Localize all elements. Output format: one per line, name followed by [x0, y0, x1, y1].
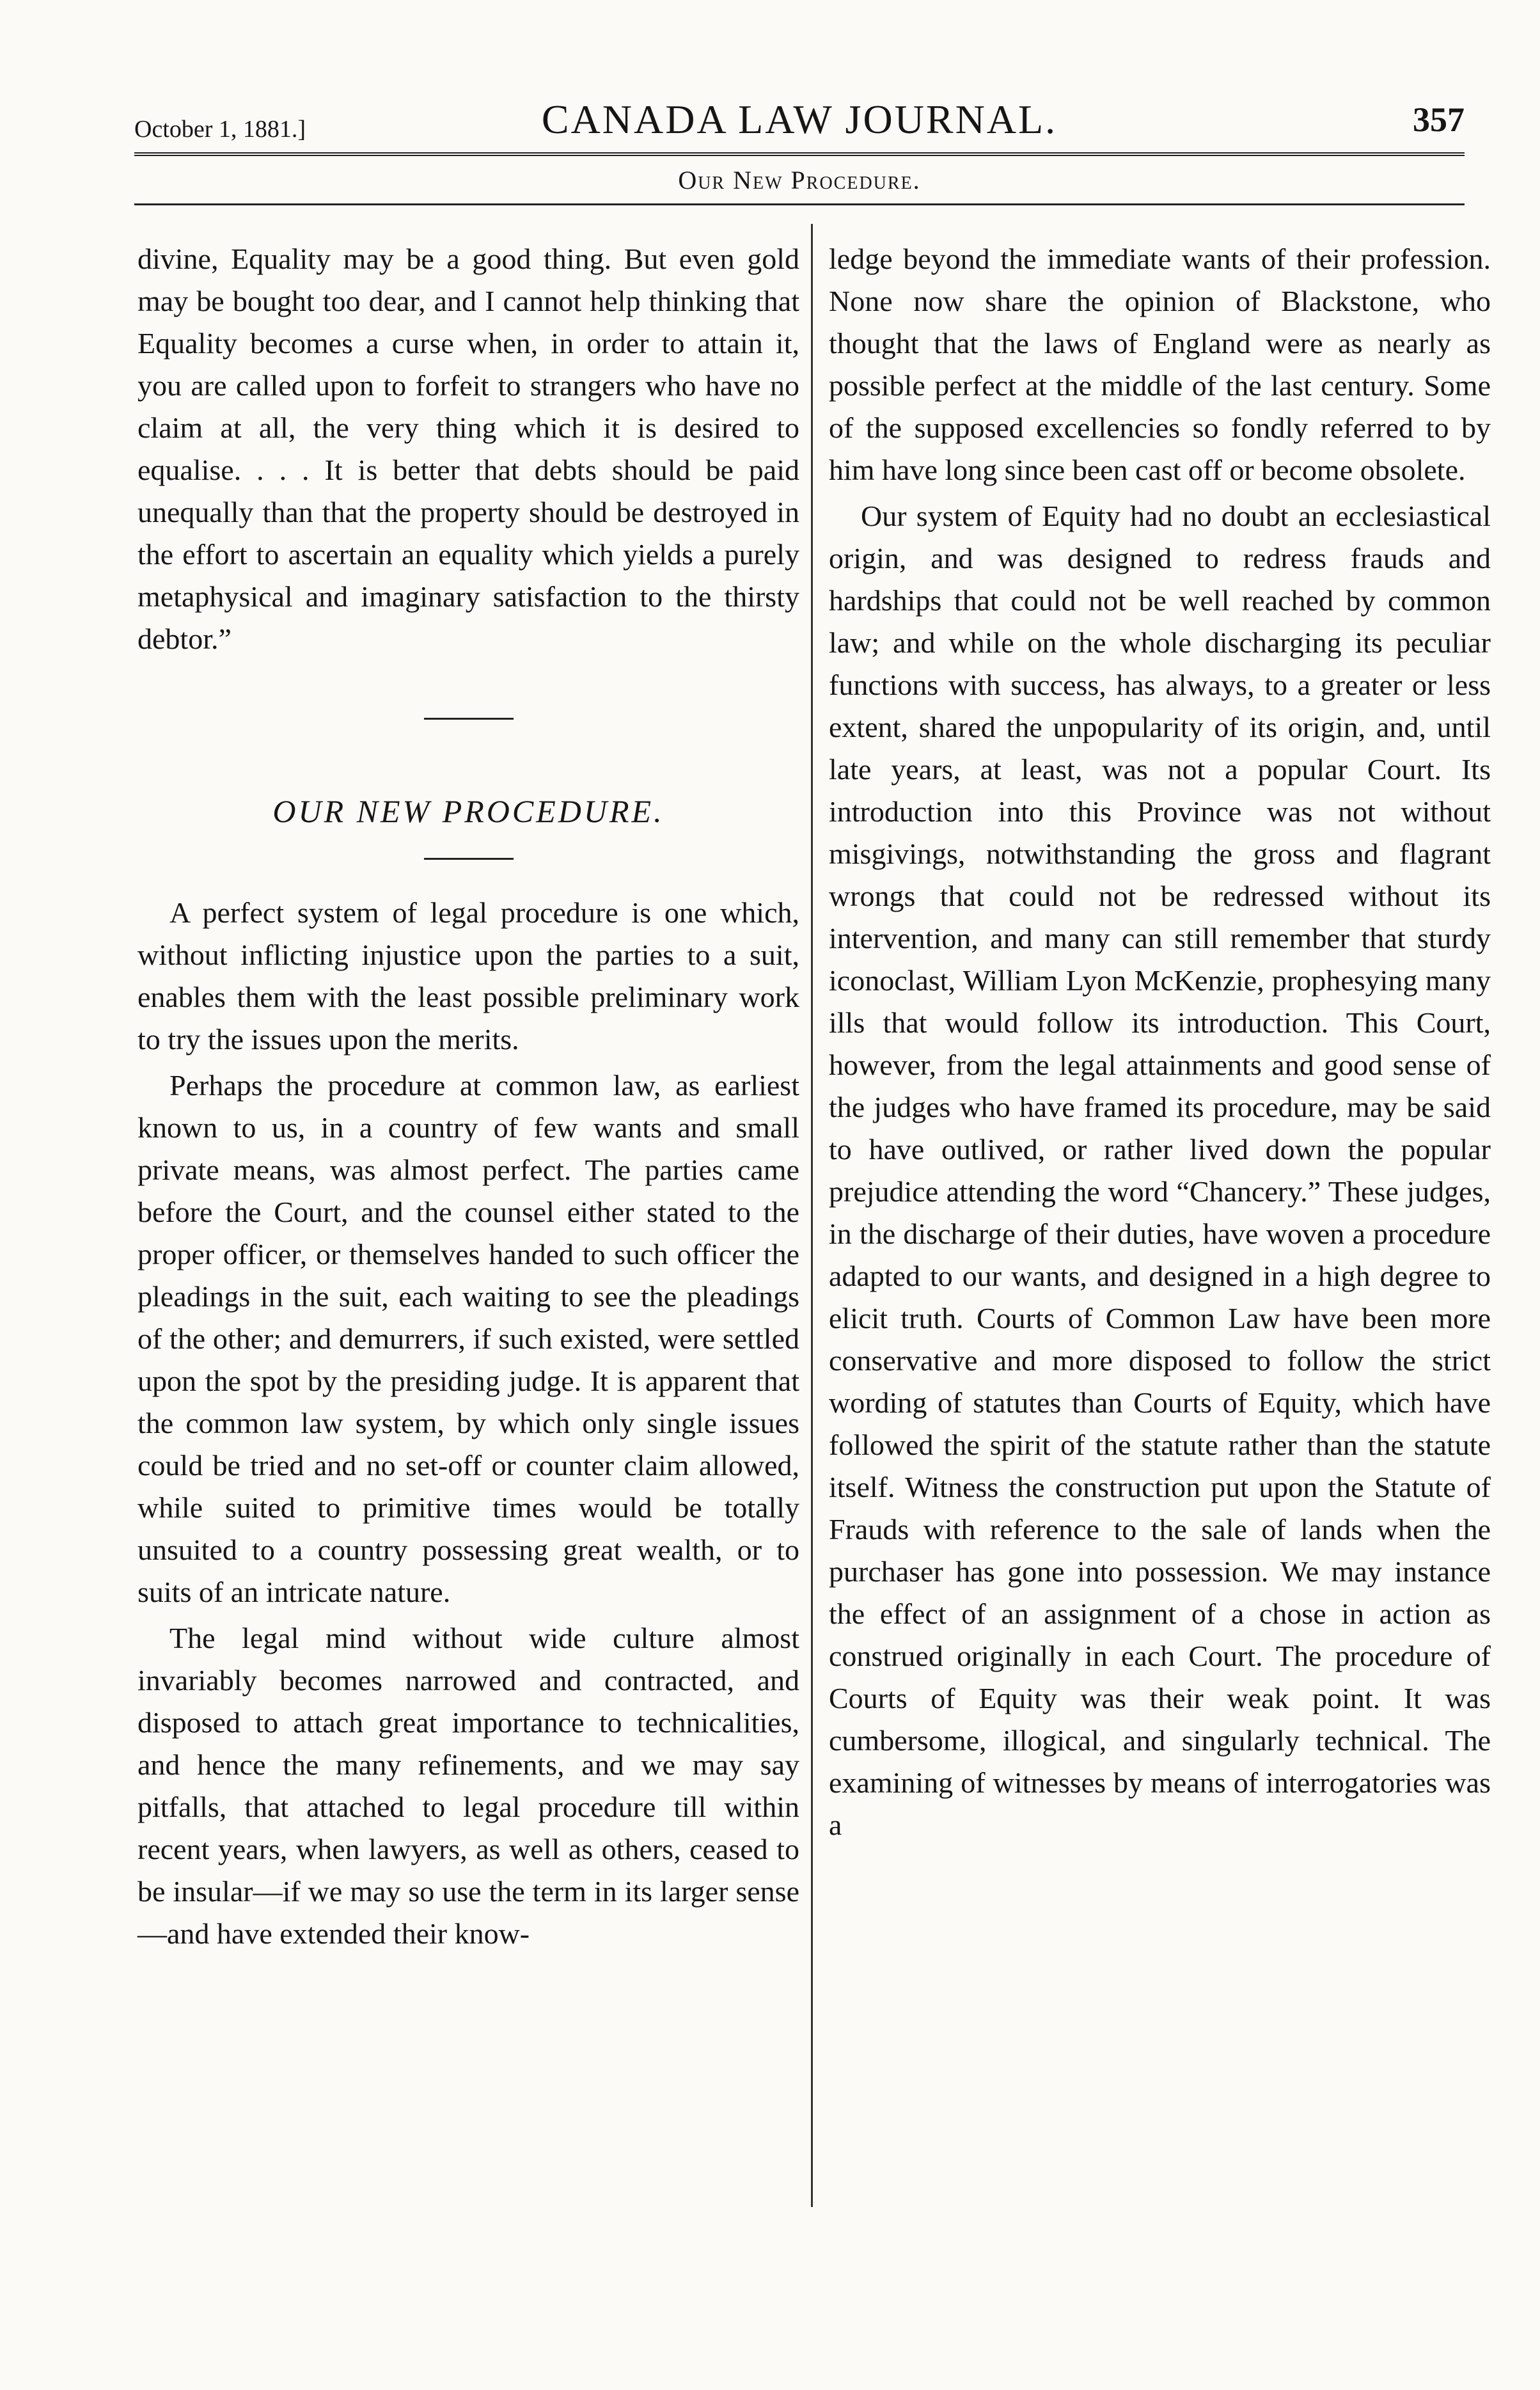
- continued-paragraph: ledge beyond the immediate wants of their profession. None now share the opinion of Blackstone, who thought that the laws of England were as nearly as possible perfect at the middle of the last century. Some of the supposed excellencies so fondly referred to by him have long since been cast off or become obsolete.: [829, 242, 1491, 486]
- page-number: 357: [1413, 100, 1465, 139]
- left-column: [138, 238, 799, 1955]
- section-divider-bottom: [424, 858, 514, 860]
- right-column: [829, 238, 1491, 1846]
- section-title: OUR NEW PROCEDURE.: [272, 793, 664, 829]
- page-header: [134, 96, 1465, 154]
- header-rule: [134, 203, 1465, 205]
- body-paragraph: Our system of Equity had no doubt an ecclesiastical origin, and was designed to redress frauds and hardships that could not be well reached by common law; and while on the whole discharging its peculiar functions with success, has always, to a greater or less extent, shared the unpopularity of its origin, and, until late years, at least, was not a popular Court. Its introduction into this Province was not without misgivings, notwithstanding the gross and flagrant wrongs that could not be redressed without its intervention, and many can still remember that sturdy iconoclast, William Lyon McKenzie, prophesying many ills that would follow its introduction. This Court, however, from the legal attainments and good sense of the judges who have framed its procedure, may be said to have outlived, or rather lived down the popular prejudice attending the word “Chancery.” These judges, in the discharge of their duties, have woven a procedure adapted to our wants, and designed in a high degree to elicit truth. Courts of Common Law have been more conservative and more disposed to follow the strict wording of statutes than Courts of Equity, which have followed the spirit of the statute rather than the statute itself. Witness the construction put upon the Statute of Frauds with reference to the sale of lands when the purchaser has gone into possession. We may instance the effect of an assignment of a chose in action as construed originally in each Court. The procedure of Courts of Equity was their weak point. It was cumbersome, illogical, and singularly technical. The examining of witnesses by means of interrogatories was a: [829, 500, 1491, 1841]
- body-paragraph: Perhaps the procedure at common law, as earliest known to us, in a country of few wants and small private means, was almost perfect. The parties came before the Court, and the counsel either stated to the proper officer, or themselves handed to such officer the pleadings in the suit, each waiting to see the pleadings of the other; and demurrers, if such existed, were settled upon the spot by the presiding judge. It is apparent that the common law system, by which only single issues could be tried and no set-off or counter claim allowed, while suited to primitive times would be totally unsuited to a country possessing great wealth, or to suits of an intricate nature.: [138, 1069, 799, 1608]
- journal-title: CANADA LAW JOURNAL.: [541, 97, 1058, 142]
- issue-date: October 1, 1881.]: [134, 116, 306, 143]
- column-divider: [811, 224, 813, 2207]
- continued-quote-paragraph: divine, Equality may be a good thing. But even gold may be bought too dear, and I cannot help thinking that Equality becomes a curse when, in order to attain it, you are called upon to forfeit to strangers who have no claim at all, the very thing which it is desired to equalise. . . . It is better that debts should be paid unequally than that the property should be destroyed in the effort to ascertain an equality which yields a purely metaphysical and imaginary satisfaction to the thirsty debtor.”: [138, 242, 799, 655]
- body-paragraph: A perfect system of legal procedure is one which, without inflicting injustice upon the parties to a suit, enables them with the least possible preliminary work to try the issues upon the merits.: [138, 896, 799, 1056]
- body-paragraph: The legal mind without wide culture almost invariably becomes narrowed and contracted, and disposed to attach great importance to technicalities, and hence the many refinements, and we may say pitfalls, that attached to legal procedure till within recent years, when lawyers, as well as others, ceased to be insular—if we may so use the term in its larger sense—and have extended their know-: [138, 1622, 799, 1950]
- header-double-rule: [134, 152, 1465, 156]
- section-divider-top: [424, 718, 514, 720]
- running-title: Our New Procedure.: [678, 166, 921, 194]
